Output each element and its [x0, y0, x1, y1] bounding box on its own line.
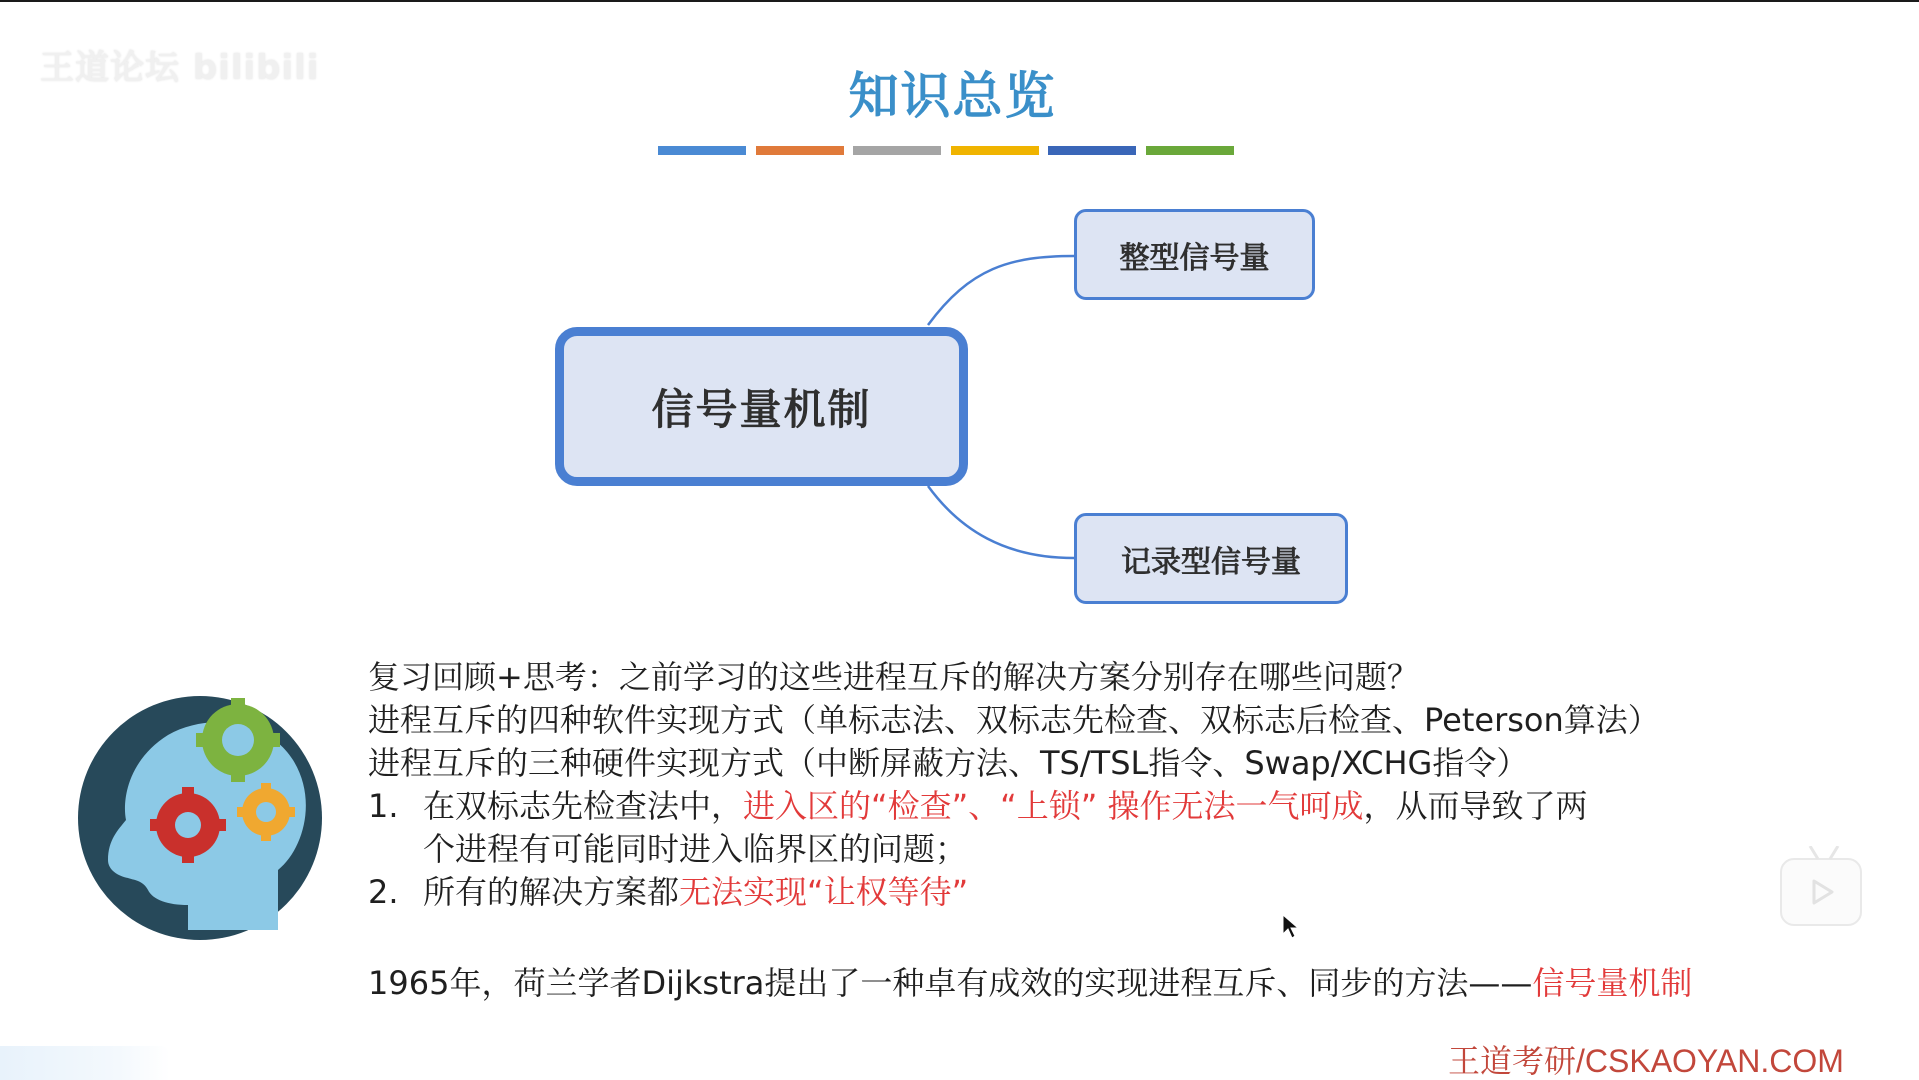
footer-brand: 王道考研/CSKAOYAN.COM — [1448, 1043, 1844, 1079]
cursor-icon — [1282, 914, 1300, 940]
list-item-2 — [368, 871, 1828, 914]
mindmap-root-node: 信号量机制 — [555, 327, 968, 486]
connector-bottom — [928, 486, 1074, 558]
list-2-highlight: 无法实现“让权等待” — [679, 873, 969, 911]
top-border — [0, 0, 1919, 2]
bottom-left-smudge — [0, 1046, 170, 1080]
play-icon — [1804, 875, 1838, 909]
slide-title: 知识总览 — [848, 66, 1057, 125]
color-bar-5 — [1048, 146, 1136, 155]
mindmap-node-integer-semaphore: 整型信号量 — [1074, 209, 1315, 300]
review-software-methods: 进程互斥的四种软件实现方式（单标志法、双标志先检查、双标志后检查、Peterson算法） — [368, 701, 1660, 739]
color-bar-4 — [951, 146, 1039, 155]
review-text — [368, 656, 1828, 914]
connector-top — [928, 256, 1074, 325]
color-bar-2 — [756, 146, 844, 155]
dijkstra-line — [368, 962, 1692, 1005]
list-item-1-continuation: 个进程有可能同时进入临界区的问题； — [423, 830, 968, 868]
list-2-prefix: 所有的解决方案都 — [423, 873, 680, 911]
list-1-highlight: 进入区的“检查”、“上锁” 操作无法一气呵成 — [743, 787, 1364, 825]
list-number-1: 1. — [368, 787, 399, 825]
list-item-1 — [368, 785, 1828, 828]
dijkstra-prefix: 1965年，荷兰学者Dijkstra提出了一种卓有成效的实现进程互斥、同步的方法—— — [368, 964, 1533, 1002]
dijkstra-highlight: 信号量机制 — [1532, 964, 1693, 1002]
color-bar-6 — [1146, 146, 1234, 155]
color-bar-3 — [853, 146, 941, 155]
list-content-1 — [423, 785, 1828, 828]
brain-gears-icon — [78, 690, 328, 940]
play-button[interactable] — [1780, 858, 1862, 926]
play-button-ears — [1806, 846, 1842, 860]
list-1-suffix: ，从而导致了两 — [1363, 787, 1588, 825]
list-number-2: 2. — [368, 873, 399, 911]
bilibili-watermark: 王道论坛 bilibili — [40, 48, 320, 88]
color-bar-1 — [658, 146, 746, 155]
mindmap-node-record-semaphore: 记录型信号量 — [1074, 513, 1348, 604]
review-hardware-methods: 进程互斥的三种硬件实现方式（中断屏蔽方法、TS/TSL指令、Swap/XCHG指令） — [368, 744, 1529, 782]
review-question: 复习回顾+思考：之前学习的这些进程互斥的解决方案分别存在哪些问题？ — [368, 658, 1419, 696]
list-1-prefix: 在双标志先检查法中， — [423, 787, 744, 825]
list-content-2 — [423, 871, 1828, 914]
